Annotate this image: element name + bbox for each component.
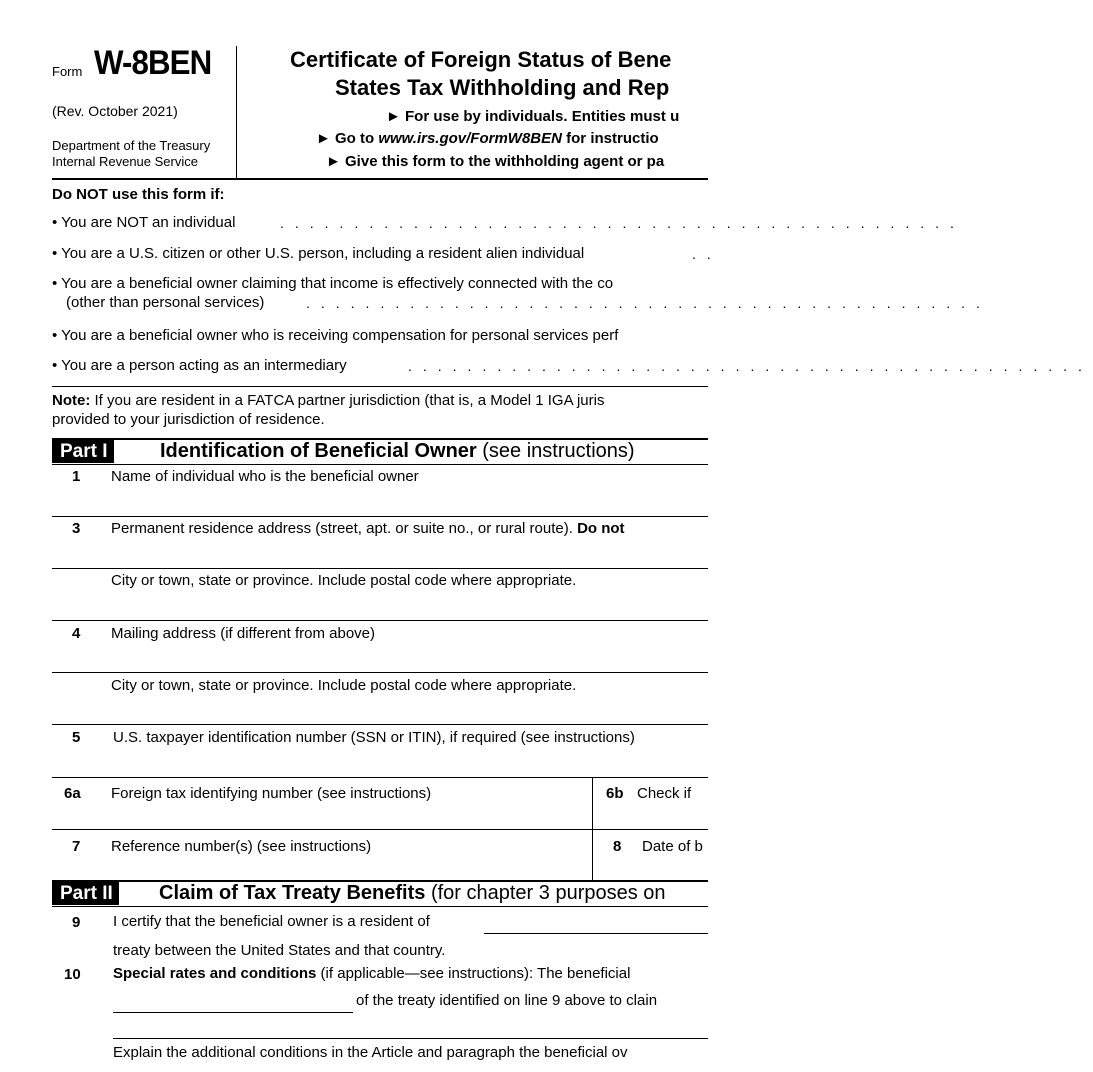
line-10-label-cont: of the treaty identified on line 9 above to clain [356, 992, 658, 1009]
permanent-address-field[interactable] [111, 544, 701, 566]
part2-title [159, 882, 666, 905]
line-7-label: Reference number(s) (see instructions) [111, 838, 372, 855]
irs-link[interactable]: www.irs.gov/FormW8BEN [378, 130, 562, 147]
bullet-compensation: • You are a beneficial owner who is receiving compensation for personal services perf [52, 327, 619, 344]
leader-dots: .............................................. [408, 358, 1093, 374]
line-3-city-label: City or town, state or province. Include postal code where appropriate. [111, 572, 577, 589]
part1-title [160, 440, 635, 463]
leader-dots: .............................................. [306, 295, 991, 311]
mailing-city-field[interactable] [111, 700, 701, 722]
line-7-number: 7 [72, 838, 81, 855]
permanent-city-field[interactable] [111, 596, 701, 618]
line-6-rule [52, 829, 708, 830]
line-10-explain-label: Explain the additional conditions in the Article and paragraph the beneficial ov [113, 1044, 628, 1061]
bullet-not-individual: • You are NOT an individual [52, 214, 236, 231]
reference-number-field[interactable] [111, 858, 581, 878]
line-10-bold: Special rates and conditions [113, 965, 317, 982]
part2-title-bold: Claim of Tax Treaty Benefits [159, 882, 426, 904]
part1-header-rule [52, 464, 708, 465]
line-8-number: 8 [613, 838, 622, 855]
line-5-number: 5 [72, 729, 81, 746]
line-1-label: Name of individual who is the beneficial owner [111, 468, 419, 485]
treaty-country-field[interactable] [484, 912, 708, 932]
line-6a-number: 6a [64, 785, 81, 802]
instruction-line1: ► For use by individuals. Entities must u [386, 108, 680, 125]
line-1-rule [52, 516, 708, 517]
part2-tag: Part II [52, 882, 119, 905]
line-8-label: Date of b [642, 838, 703, 855]
line-9-label-cont: treaty between the United States and that country. [113, 942, 446, 959]
mailing-address-field[interactable] [111, 648, 701, 670]
note-text: If you are resident in a FATCA partner jurisdiction (that is, a Model 1 IGA juris [90, 392, 605, 409]
form-title-line1: Certificate of Foreign Status of Bene [290, 47, 672, 72]
line-6b-number: 6b [606, 785, 624, 802]
fatca-note-line2: provided to your jurisdiction of residence. [52, 411, 325, 428]
line-5-label: U.S. taxpayer identification number (SSN or ITIN), if required (see instructions) [113, 729, 635, 746]
beneficial-owner-name-field[interactable] [111, 492, 701, 514]
instruction-go-to: ► Go to [316, 130, 379, 147]
foreign-tin-field[interactable] [111, 806, 581, 828]
special-article-underline [113, 1012, 353, 1013]
note-label: Note: [52, 392, 91, 409]
part1-title-suffix: (see instructions) [476, 440, 635, 462]
part2-header-rule [52, 906, 708, 907]
line-9-label: I certify that the beneficial owner is a resident of [113, 913, 430, 930]
line-4-number: 4 [72, 625, 81, 642]
header-divider [236, 46, 237, 178]
line-3-number: 3 [72, 520, 81, 537]
explain-underline [113, 1038, 708, 1039]
bullet-intermediary: • You are a person acting as an intermediary [52, 357, 347, 374]
line-5-rule [52, 777, 708, 778]
line-3-warning: Do not [577, 520, 625, 537]
form-number: W-8BEN [94, 44, 212, 82]
bullet-us-citizen: • You are a U.S. citizen or other U.S. person, including a resident alien individual [52, 245, 585, 262]
line-4-rule [52, 672, 708, 673]
revision-date: (Rev. October 2021) [52, 103, 178, 119]
bullet-effectively-connected: • You are a beneficial owner claiming that income is effectively connected with the co [52, 275, 614, 292]
instruction-line3: ► Give this form to the withholding agent or pa [326, 153, 665, 170]
us-tin-field[interactable] [111, 752, 701, 774]
line-4-label: Mailing address (if different from above) [111, 625, 376, 642]
leader-dots: .............................................. [280, 215, 965, 231]
instruction-go-to-suffix: for instructio [561, 130, 659, 147]
line-10-number: 10 [64, 966, 81, 983]
header-rule [52, 178, 708, 180]
part2-title-suffix: (for chapter 3 purposes on [425, 882, 666, 904]
fatca-note [52, 392, 604, 409]
line-6b-label: Check if [637, 785, 692, 802]
line-4-city-label: City or town, state or province. Include postal code where appropriate. [111, 677, 577, 694]
part1-title-bold: Identification of Beneficial Owner [160, 440, 477, 462]
line-10-label [113, 965, 630, 982]
line-3-city-rule [52, 620, 708, 621]
do-not-use-heading: Do NOT use this form if: [52, 186, 225, 203]
note-rule [52, 386, 708, 387]
department-label: Department of the Treasury [52, 138, 211, 153]
bullet-other-than-personal: (other than personal services) [66, 294, 265, 311]
irs-label: Internal Revenue Service [52, 154, 198, 169]
part1-tag: Part I [52, 440, 114, 463]
treaty-country-underline [484, 933, 708, 934]
line-3-rule [52, 568, 708, 569]
form-label: Form [52, 64, 83, 79]
line-1-number: 1 [72, 468, 81, 485]
line-9-number: 9 [72, 914, 81, 931]
line-3-text: Permanent residence address (street, apt. or suite no., or rural route). [111, 520, 578, 537]
form-title-line2: States Tax Withholding and Rep [335, 75, 670, 100]
instruction-line2 [316, 130, 659, 147]
line-10-text: (if applicable—see instructions): The beneficial [316, 965, 631, 982]
line-4-city-rule [52, 724, 708, 725]
line-6a-label: Foreign tax identifying number (see instructions) [111, 785, 432, 802]
line-3-label [111, 520, 625, 537]
leader-dots: .. [692, 246, 722, 262]
special-article-field[interactable] [113, 991, 351, 1011]
explain-conditions-field[interactable] [113, 1016, 708, 1036]
